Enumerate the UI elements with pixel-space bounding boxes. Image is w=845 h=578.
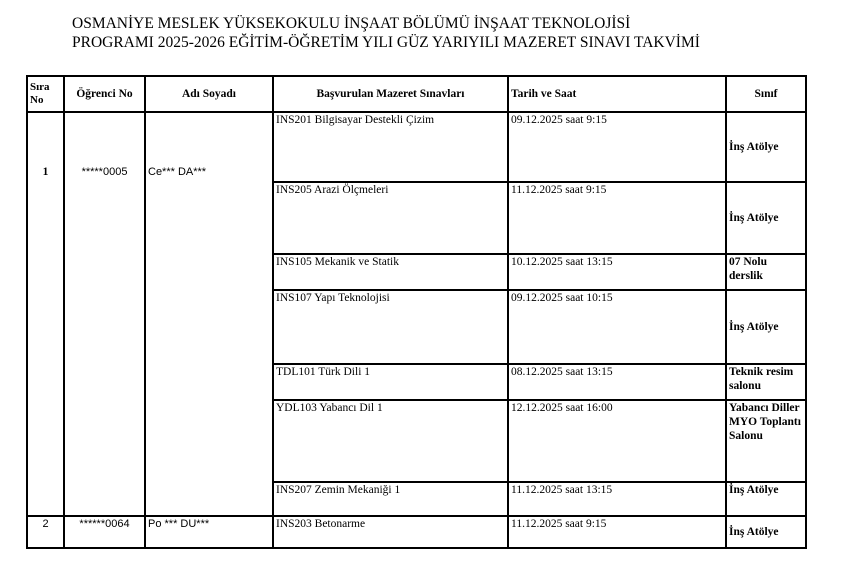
adi-soyadi-cell: Ce*** DA*** [145,112,273,516]
exam-room-cell: Yabancı Diller MYO Toplantı Salonu [726,400,806,482]
exam-course-cell: INS107 Yapı Teknolojisi [273,290,508,364]
exam-room-cell: İnş Atölye [726,482,806,516]
exam-room-cell: 07 Nolu derslik [726,254,806,290]
exam-date-cell: 09.12.2025 saat 9:15 [508,112,726,182]
exam-date-cell: 12.12.2025 saat 16:00 [508,400,726,482]
header-sira-line1: Sıra [30,81,50,93]
document-title [72,14,832,52]
ogrenci-no-cell: *****0005 [64,112,145,516]
exam-room-cell: İnş Atölye [726,290,806,364]
exam-date-cell: 09.12.2025 saat 10:15 [508,290,726,364]
exam-course-cell: TDL101 Türk Dili 1 [273,364,508,400]
title-line-1: OSMANİYE MESLEK YÜKSEKOKULU İNŞAAT BÖLÜMÜ İNŞAAT TEKNOLOJİSİ [72,15,631,32]
sira-cell: 2 [27,516,64,548]
header-row [27,76,806,112]
title-line-2: PROGRAMI 2025-2026 EĞİTİM-ÖĞRETİM YILI GÜZ YARIYILI MAZERET SINAVI TAKVİMİ [72,34,700,51]
exam-room-cell: İnş Atölye [726,516,806,548]
table-row [27,112,806,182]
exam-course-cell: YDL103 Yabancı Dil 1 [273,400,508,482]
sira-cell: 1 [27,112,64,516]
exam-course-cell: INS207 Zemin Mekaniği 1 [273,482,508,516]
exam-room-cell: İnş Atölye [726,182,806,254]
header-adi-soyadi: Adı Soyadı [145,76,273,112]
exam-course-cell: INS203 Betonarme [273,516,508,548]
table-row [27,516,806,548]
exam-room-cell: Teknik resim salonu [726,364,806,400]
exam-date-cell: 10.12.2025 saat 13:15 [508,254,726,290]
exam-course-cell: INS205 Arazi Ölçmeleri [273,182,508,254]
header-sira-no [27,76,64,112]
exam-date-cell: 11.12.2025 saat 9:15 [508,516,726,548]
exam-room-cell: İnş Atölye [726,112,806,182]
exam-date-cell: 11.12.2025 saat 9:15 [508,182,726,254]
exam-course-cell: INS201 Bilgisayar Destekli Çizim [273,112,508,182]
header-tarih-saat: Tarih ve Saat [508,76,726,112]
header-sinif: Sınıf [726,76,806,112]
exam-course-cell: INS105 Mekanik ve Statik [273,254,508,290]
header-sinavlar: Başvurulan Mazeret Sınavları [273,76,508,112]
exam-schedule-table [26,75,807,549]
exam-date-cell: 11.12.2025 saat 13:15 [508,482,726,516]
header-sira-line2: No [30,94,44,106]
ogrenci-no-cell: ******0064 [64,516,145,548]
adi-soyadi-cell: Po *** DU*** [145,516,273,548]
header-ogrenci-no: Öğrenci No [64,76,145,112]
exam-date-cell: 08.12.2025 saat 13:15 [508,364,726,400]
